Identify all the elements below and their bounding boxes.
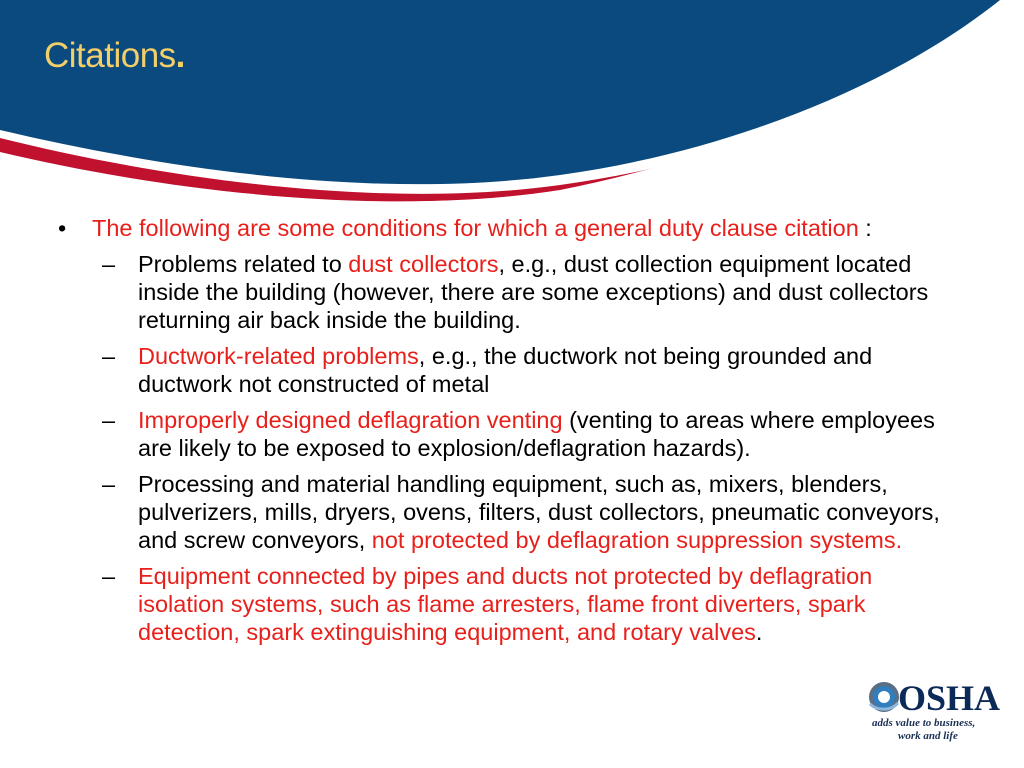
sub-bullet-item — [58, 562, 958, 646]
dash-icon: – — [102, 251, 116, 277]
bullet-icon: • — [58, 215, 67, 241]
sub-text: , e.g., dust collection equipment located inside the building (however, there are some exceptions) and dust collectors returning air back inside the building. — [138, 251, 929, 333]
slide-title-text: Citations — [44, 36, 176, 75]
osha-tagline-1: adds value to business, — [872, 717, 976, 729]
sub-text: , e.g., the ductwork not being grounded and ductwork not constructed of metal — [138, 343, 873, 397]
sub-red-text: not protected by deflagration suppression systems. — [371, 527, 903, 553]
sub-text: (venting to areas where employees are likely to be exposed to explosion/deflagration hazards). — [138, 407, 935, 461]
sub-text: Problems related to — [138, 251, 349, 277]
dash-icon: – — [102, 407, 116, 433]
sub-red-text: Improperly designed deflagration venting — [138, 407, 563, 433]
sub-text: Processing and material handling equipment, such as, mixers, blenders, pulverizers, mills, dryers, ovens, filters, dust collectors, pneumatic conveyors, and screw conveyors, — [138, 471, 940, 553]
sub-bullet-item — [58, 342, 958, 398]
slide-title-dot: . — [175, 36, 185, 75]
sub-text: . — [755, 619, 763, 645]
slide-title — [44, 36, 185, 76]
sub-bullet-list — [58, 250, 958, 646]
slide-body — [58, 214, 958, 654]
dash-icon: – — [102, 563, 116, 589]
osha-globe-icon — [869, 682, 899, 712]
sub-red-text: dust collectors — [348, 251, 499, 277]
osha-logo — [862, 670, 1002, 748]
dash-icon: – — [102, 343, 116, 369]
sub-bullet-item — [58, 406, 958, 462]
title-banner — [0, 0, 1024, 230]
main-bullet-red-text: The following are some conditions for which a general duty clause citation — [92, 215, 859, 241]
sub-bullet-item — [58, 470, 958, 554]
main-bullet-suffix: : — [858, 215, 872, 241]
dash-icon: – — [102, 471, 116, 497]
sub-red-text: Equipment connected by pipes and ducts not protected by deflagration isolation systems, such as flame arresters, flame front diverters, spark detection, spark extinguishing equipment, and rotary valves — [138, 563, 873, 645]
osha-tagline-2: work and life — [898, 730, 958, 742]
main-bullet — [58, 214, 958, 242]
osha-logo-text: OSHA — [898, 678, 1001, 718]
sub-red-text: Ductwork-related problems — [138, 343, 419, 369]
sub-bullet-item — [58, 250, 958, 334]
